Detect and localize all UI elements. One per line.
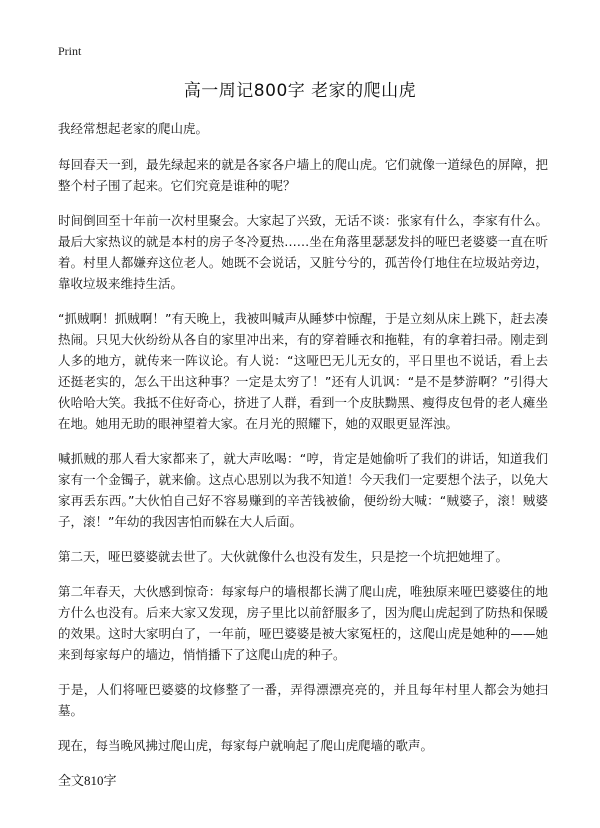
paragraph: 第二天，哑巴婆婆就去世了。大伙就像什么也没有发生，只是挖一个坑把她埋了。 [58, 549, 509, 564]
paragraph: 第二年春天，大伙感到惊奇：每家每户的墙根都长满了爬山虎，唯独原来哑巴婆婆住的地方什么也没有。后来大家又发现，房子里比以前舒服多了，因为爬山虎起到了防热和保暖的效果。这时大家明白了，一年前，哑巴婆婆是被大家冤枉的，这爬山虎是她种的——她来到每家每户的墙边，悄悄播下了这爬山虎的种子。 [58, 584, 548, 662]
word-count: 全文810字 [58, 773, 117, 788]
paragraph: 每回春天一到，最先绿起来的就是各家各户墙上的爬山虎。它们就像一道绿色的屏障，把整个村子围了起来。它们究竟是谁种的呢？ [58, 157, 548, 193]
paragraph: 喊抓贼的那人看大家都来了，就大声吆喝：“哼，肯定是她偷听了我们的讲话，知道我们家有一个金镯子，就来偷。这点心思别以为我不知道！今天我们一定要想个法子，以免大家再丢东西。”大伙怕自己好不容易赚到的辛苦钱被偷，便纷纷大喊：“贼婆子，滚！贼婆子，滚！”年幼的我因害怕而躲在大人后面。 [58, 451, 548, 529]
paragraph: 现在，每当晚风拂过爬山虎，每家每户就响起了爬山虎爬墙的歌声。 [58, 738, 434, 753]
paragraph: 时间倒回至十年前一次村里聚会。大家起了兴致，无话不谈：张家有什么，李家有什么。最后大家热议的就是本村的房子冬冷夏热……坐在角落里瑟瑟发抖的哑巴老婆婆一直在听着。村里人都嫌弃这位老人。她既不会说话，又脏兮兮的，孤苦伶仃地住在垃圾站旁边，靠收垃圾来维持生活。 [58, 213, 548, 291]
article-title: 高一周记800字 老家的爬山虎 [183, 81, 417, 101]
paragraph: “抓贼啊！抓贼啊！”有天晚上，我被叫喊声从睡梦中惊醒，于是立刻从床上跳下，赶去凑热闹。只见大伙纷纷从各自的家里冲出来，有的穿着睡衣和拖鞋，有的拿着扫帚。刚走到人多的地方，就传来一阵议论。有人说：“这哑巴无儿无女的，平日里也不说话，看上去还挺老实的，怎么干出这种事？一定是太穷了！”还有人讥讽：“是不是梦游啊？”引得大伙哈哈大笑。我抵不住好奇心，挤进了人群，看到一个皮肤黝黑、瘦得皮包骨的老人瘫坐在地。她用无助的眼神望着大家。在月光的照耀下，她的双眼更显浑浊。 [58, 311, 548, 431]
paragraph: 我经常想起老家的爬山虎。 [58, 121, 209, 136]
article-body [58, 118, 548, 789]
print-link[interactable]: Print [58, 44, 82, 58]
paragraph: 于是，人们将哑巴婆婆的坟修整了一番，弄得漂漂亮亮的，并且每年村里人都会为她扫墓。 [58, 682, 548, 718]
